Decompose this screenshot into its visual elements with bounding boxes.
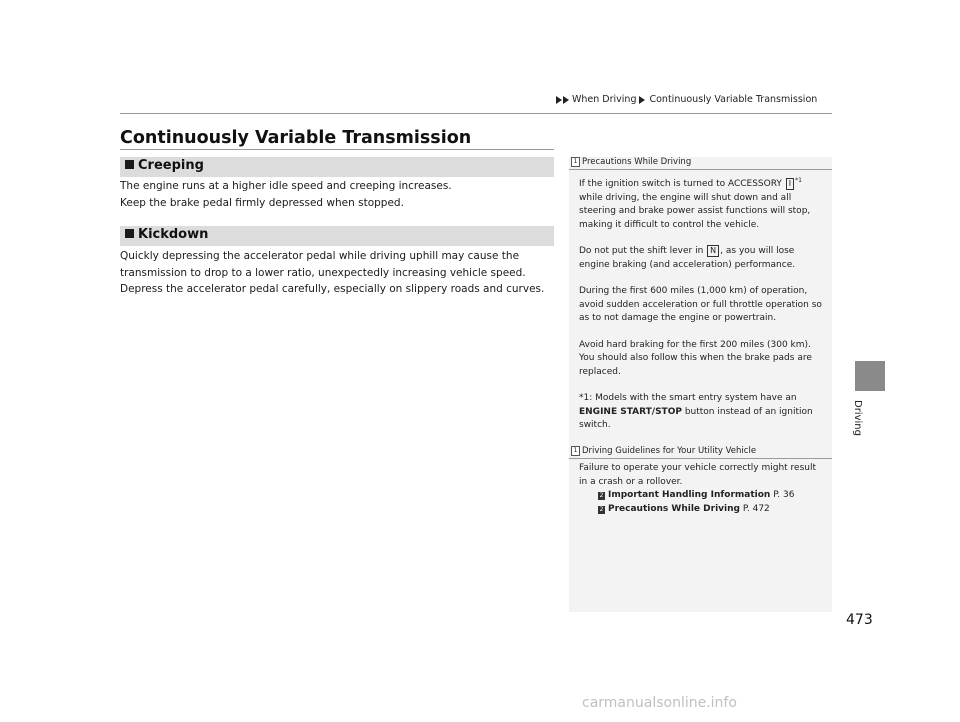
kickdown-heading: Kickdown [125, 227, 208, 242]
chapter-label: Driving [852, 400, 863, 436]
breadcrumb-arrow-icon [563, 96, 569, 104]
square-bullet-icon [125, 229, 134, 238]
chapter-tab [855, 361, 885, 391]
arrow-ref-icon: 2 [599, 492, 604, 499]
square-bullet-icon [125, 160, 134, 169]
cross-reference-link[interactable]: 2 Precautions While Driving P. 472 [599, 503, 770, 514]
breadcrumb-arrow-icon [556, 96, 562, 104]
creeping-text: The engine runs at a higher idle speed and creeping increases. Keep the brake pedal firmly depressed when stopped. [120, 180, 452, 209]
page-number: 473 [846, 612, 873, 628]
breadcrumb-arrow-icon [639, 96, 645, 104]
note-guidelines-heading: 1 Driving Guidelines for Your Utility Vehicle [571, 446, 756, 456]
key-symbol: N [707, 245, 719, 257]
arrow-ref-icon: 2 [599, 505, 604, 513]
kickdown-text: Quickly depressing the accelerator pedal while driving uphill may cause the transmission to drop to a lower ratio, unexpectedly increasing vehicle speed. Depress the accelerator pedal carefully, especially on slippery roads and curves. [120, 250, 545, 295]
note-divider [569, 169, 832, 170]
breadcrumb-item-cvt[interactable]: Continuously Variable Transmission [649, 94, 818, 105]
note-precautions-heading: 1 Precautions While Driving [571, 157, 691, 167]
cross-reference-link[interactable]: 2 Important Handling Information P. 36 [599, 490, 795, 500]
watermark: carmanualsonline.info [582, 695, 737, 711]
note-precautions-body: If the ignition switch is turned to ACCESSORY I $^{*1}$ while driving, the engine will shut down and all steering and brake power assist functions will stop, making it difficult to control the vehicle. Do not put the shift lever in N , as you will lose engine braking (and acceleration) performance. During the first 600 miles (1,000 km) of operation, avoid sudden acceleration or full throttle operation so as to not damage the engine or powertrain. Avoid hard braking for the first 200 miles (300 km). You should also follow this when the brake pads are replaced. *1: Models with the smart entry system have an ENGINE START/STOP button instead of an ignition switch. [579, 177, 822, 430]
note-marker-icon: 1 [571, 446, 580, 456]
note-divider [569, 458, 832, 459]
key-symbol: I [786, 178, 794, 190]
breadcrumb-item-when-driving[interactable]: When Driving [572, 94, 637, 105]
title-divider [120, 149, 554, 150]
header-divider [120, 113, 832, 114]
page-title: Continuously Variable Transmission [120, 128, 472, 148]
breadcrumb [556, 94, 817, 105]
note-marker-icon: 1 [571, 157, 580, 167]
note-guidelines-body: Failure to operate your vehicle correctly might result in a crash or a rollover. 2 Important Handling Information P. 36 2 Precautions While Driving P. 472 [579, 462, 827, 516]
creeping-heading: Creeping [125, 158, 204, 173]
